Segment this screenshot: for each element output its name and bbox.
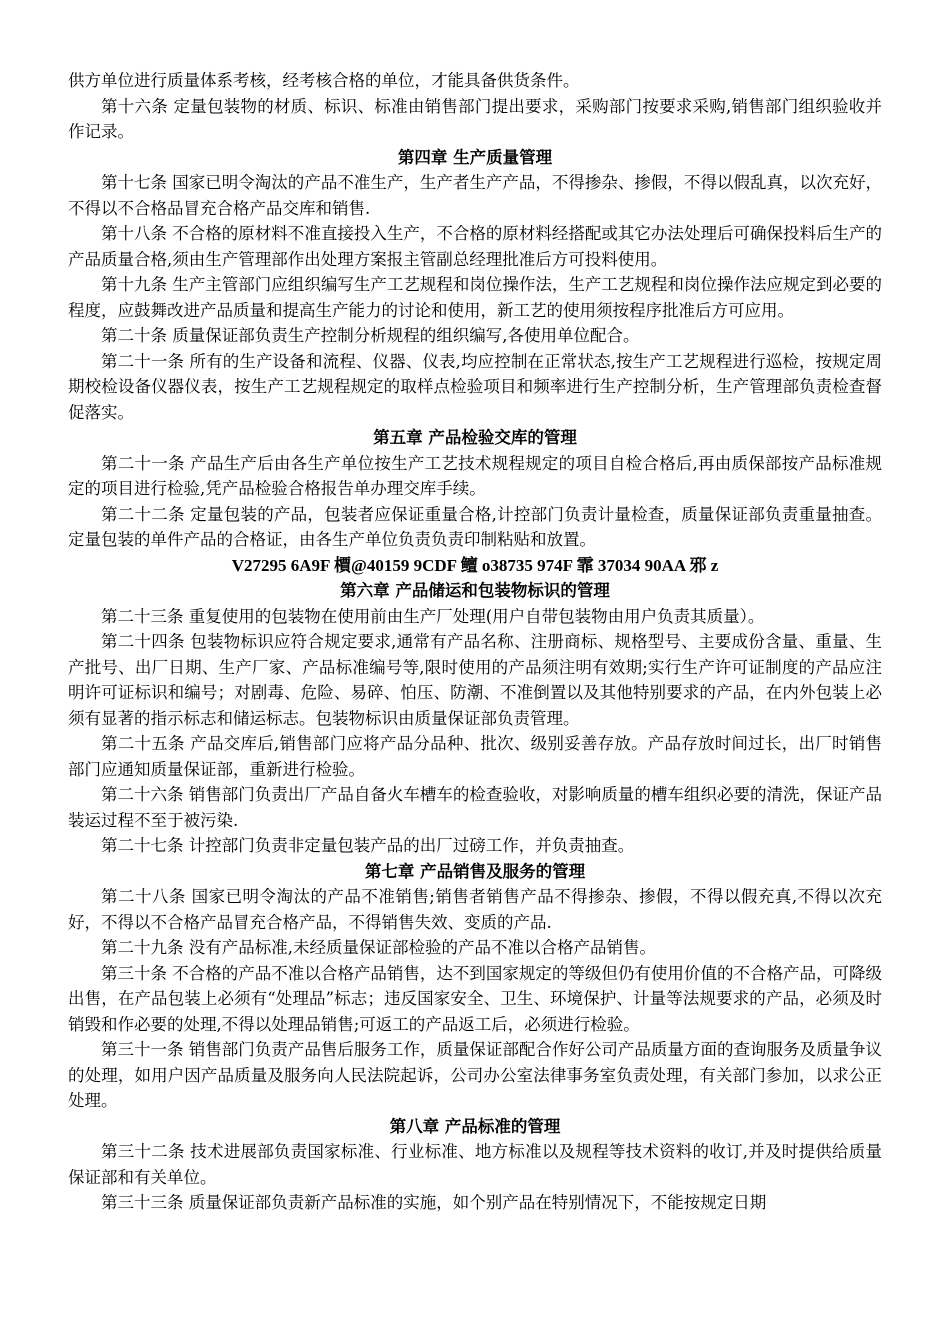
article-23: 第二十三条 重复使用的包装物在使用前由生产厂处理(用户自带包装物由用户负责其质量）。 bbox=[101, 606, 765, 626]
article-21: 第二十一条 所有的生产设备和流程、仪器、仪表,均应控制在正常状态,按生产工艺规程进行巡检，按规定周期校检设备仪器仪表，按生产工艺规程规定的取样点检验项目和频率进行生产控制分析，生产管理部负责检查督促落实。 bbox=[68, 351, 882, 422]
article-21b: 第二十一条 产品生产后由各生产单位按生产工艺技术规程规定的项目自检合格后,再由质保部按产品标准规定的项目进行检验,凭产品检验合格报告单办理交库手续。 bbox=[68, 453, 882, 498]
article-27: 第二十七条 计控部门负责非定量包装产品的出厂过磅工作，并负责抽查。 bbox=[101, 836, 635, 855]
article-18: 第十八条 不合格的原材料不准直接投入生产，不合格的原材料经搭配或其它办法处理后可确保投料后生产的产品质量合格,须由生产管理部作出处理方案报主管副总经理批准后方可投料使用。 bbox=[68, 224, 882, 269]
article-31: 第三十一条 销售部门负责产品售后服务工作，质量保证部配合作好公司产品质量方面的查询服务及质量争议的处理，如用户因产品质量及服务向人民法院起诉，公司办公室法律事务室负责处理，有关部门参加，以求公正处理。 bbox=[68, 1040, 882, 1110]
article-20: 第二十条 质量保证部负责生产控制分析规程的组织编写,各使用单位配合。 bbox=[101, 326, 640, 345]
article-24: 第二十四条 包装物标识应符合规定要求,通常有产品名称、注册商标、规格型号、主要成份含量、重量、生产批号、出厂日期、生产厂家、产品标准编号等,限时使用的产品须注明有效期;实行生产许可证制度的产品应注明许可证标识和编号；对剧毒、危险、易碎、怕压、防潮、不准倒置以及其他特别要求的产品，在内外包装上必须有显著的指示标志和储运标志。包装物标识由质量保证部负责管理。 bbox=[68, 632, 882, 728]
garbled-code-line: V27295 6A9F 檟@40159 9CDF 鳣 o38735 974F 霏 37034 90AA 邪 z bbox=[231, 555, 719, 575]
article-25: 第二十五条 产品交库后,销售部门应将产品分品种、批次、级别妥善存放。产品存放时间过长，出厂时销售部门应通知质量保证部，重新进行检验。 bbox=[68, 734, 882, 779]
article-28: 第二十八条 国家已明令淘汰的产品不准销售;销售者销售产品不得掺杂、掺假，不得以假充真,不得以次充好，不得以不合格产品冒充合格产品，不得销售失效、变质的产品. bbox=[68, 887, 882, 932]
chapter-heading-4: 第四章 生产质量管理 bbox=[397, 147, 553, 167]
chapter-heading-8: 第八章 产品标准的管理 bbox=[389, 1116, 561, 1136]
chapter-heading-6: 第六章 产品储运和包装物标识的管理 bbox=[340, 581, 610, 600]
article-26: 第二十六条 销售部门负责出厂产品自备火车槽车的检查验收，对影响质量的槽车组织必要的清洗，保证产品装运过程不至于被污染. bbox=[68, 785, 882, 830]
paragraph: 供方单位进行质量体系考核，经考核合格的单位，才能具备供货条件。 bbox=[68, 71, 580, 90]
article-22: 第二十二条 定量包装的产品，包装者应保证重量合格,计控部门负责计量检查，质量保证部负责重量抽查。定量包装的单件产品的合格证，由各生产单位负责负责印制粘贴和放置。 bbox=[68, 504, 882, 549]
chapter-heading-7: 第七章 产品销售及服务的管理 bbox=[364, 861, 586, 881]
article-17: 第十七条 国家已明令淘汰的产品不准生产，生产者生产产品，不得掺杂、掺假，不得以假乱真，以次充好，不得以不合格品冒充合格产品交库和销售. bbox=[68, 173, 882, 218]
chapter-heading-5: 第五章 产品检验交库的管理 bbox=[373, 428, 577, 447]
article-29: 第二十九条 没有产品标准,未经质量保证部检验的产品不准以合格产品销售。 bbox=[101, 938, 656, 957]
article-32: 第三十二条 技术进展部负责国家标准、行业标准、地方标准以及规程等技术资料的收订,并及时提供给质量保证部和有关单位。 bbox=[68, 1142, 882, 1187]
article-33: 第三十三条 质量保证部负责新产品标准的实施，如个别产品在特别情况下，不能按规定日期 bbox=[101, 1193, 767, 1212]
article-16: 第十六条 定量包装物的材质、标识、标准由销售部门提出要求，采购部门按要求采购,销售部门组织验收并作记录。 bbox=[68, 96, 882, 141]
article-19: 第十九条 生产主管部门应组织编写生产工艺规程和岗位操作法，生产工艺规程和岗位操作法应规定到必要的程度，应鼓舞改进产品质量和提高生产能力的讨论和使用，新工艺的使用须按程序批准后方可应用。 bbox=[68, 275, 882, 320]
article-30: 第三十条 不合格的产品不准以合格产品销售，达不到国家规定的等级但仍有使用价值的不合格产品，可降级出售，在产品包装上必须有“处理品”标志；违反国家安全、卫生、环境保护、计量等法规要求的产品，必须及时销毁和作必要的处理,不得以处理品销售;可返工的产品返工后，必须进行检验。 bbox=[68, 963, 882, 1034]
